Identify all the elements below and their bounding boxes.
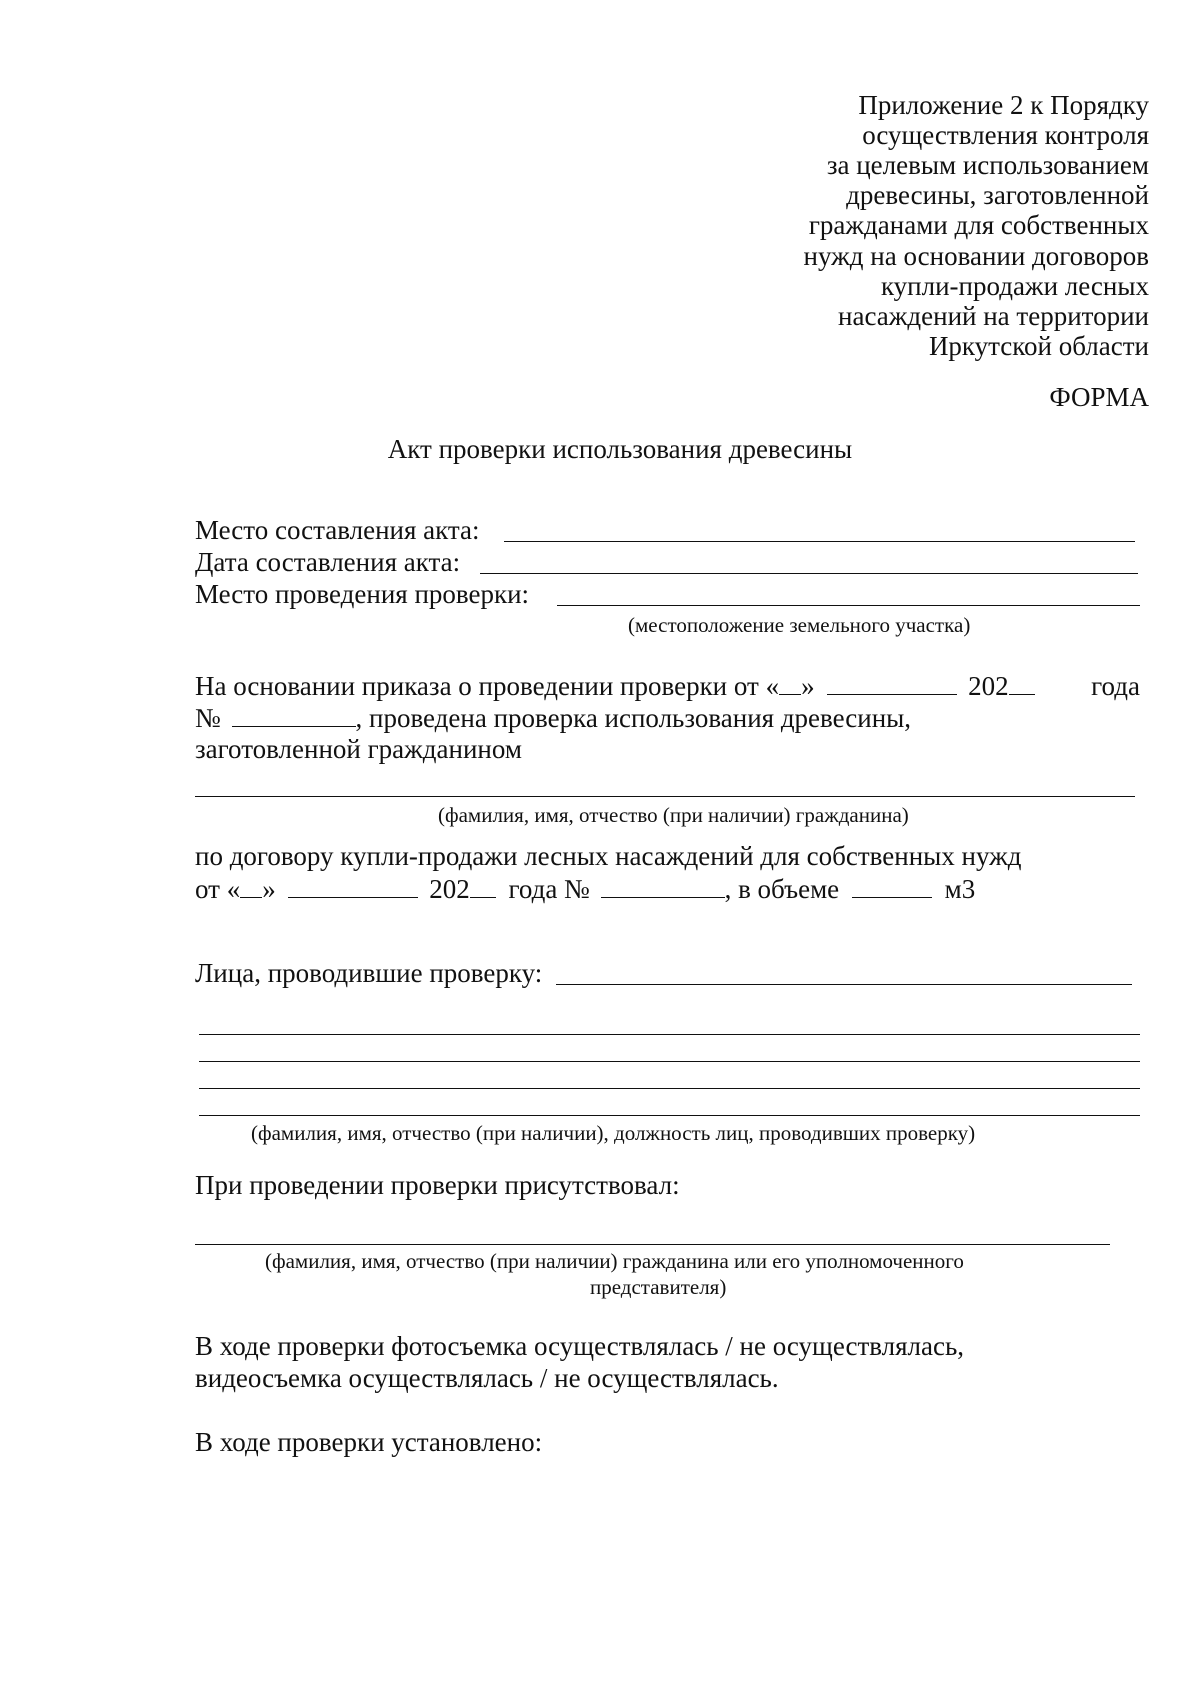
contract-text-d: года № — [508, 874, 590, 904]
appendix-line: насаждений на территории — [838, 301, 1149, 331]
inspectors-input-line[interactable] — [199, 1115, 1140, 1116]
date-label: Дата составления акта: — [195, 547, 461, 577]
inspectors-hint: (фамилия, имя, отчество (при наличии), должность лиц, проводивших проверку) — [251, 1121, 976, 1145]
inspectors-label: Лица, проводившие проверку: — [195, 958, 543, 988]
findings-label: В ходе проверки установлено: — [195, 1427, 543, 1457]
media-line-2: видеосъемка осуществлялась / не осуществлялась. — [195, 1363, 779, 1393]
appendix-line: за целевым использованием — [826, 150, 1149, 180]
appendix-line: Иркутской области — [928, 331, 1149, 361]
check-place-hint: (местоположение земельного участка) — [628, 613, 971, 637]
contract-line-2 — [195, 873, 975, 905]
present-hint-line-1: (фамилия, имя, отчество (при наличии) гражданина или его уполномоченного — [265, 1249, 964, 1273]
contract-year-blank[interactable] — [470, 875, 496, 898]
appendix-line: древесины, заготовленной — [846, 180, 1149, 210]
media-line-1: В ходе проверки фотосъемка осуществлялась / не осуществлялась, — [195, 1331, 965, 1361]
check-place-input-line[interactable] — [557, 605, 1140, 606]
order-text-b: » — [801, 671, 815, 701]
contract-number-blank[interactable] — [601, 875, 725, 898]
contract-line-1: по договору купли-продажи лесных насаждений для собственных нужд — [195, 841, 1022, 871]
place-input-line[interactable] — [504, 541, 1135, 542]
appendix-line: купли-продажи лесных — [880, 271, 1149, 301]
order-year-prefix: 202 — [968, 671, 1009, 701]
contract-text-b: » — [262, 874, 276, 904]
check-place-label: Место проведения проверки: — [195, 579, 530, 609]
order-number-blank[interactable] — [232, 704, 356, 727]
contract-day-blank[interactable] — [240, 875, 262, 898]
order-line-2 — [195, 702, 911, 734]
order-text-a: На основании приказа о проведении проверки от « — [195, 671, 780, 701]
place-label: Место составления акта: — [195, 515, 480, 545]
inspectors-input-line[interactable] — [199, 1034, 1140, 1035]
form-label: ФОРМА — [1049, 382, 1149, 412]
order-year-blank[interactable] — [1009, 672, 1035, 695]
inspectors-input-line[interactable] — [556, 984, 1132, 985]
present-hint-line-2: представителя) — [590, 1275, 727, 1299]
contract-volume-blank[interactable] — [852, 875, 932, 898]
present-label: При проведении проверки присутствовал: — [195, 1170, 680, 1200]
order-year-word: года — [1091, 671, 1140, 701]
appendix-line: нужд на основании договоров — [803, 241, 1149, 271]
order-line-3: заготовленной гражданином — [195, 734, 522, 764]
citizen-input-line[interactable] — [195, 796, 1135, 797]
contract-text-e: , в объеме — [724, 874, 840, 904]
order-day-blank[interactable] — [779, 672, 801, 695]
appendix-line: гражданами для собственных — [808, 210, 1149, 240]
order-text-c: , проведена проверка использования древесины, — [355, 703, 912, 733]
appendix-line: Приложение 2 к Порядку — [858, 90, 1149, 120]
citizen-hint: (фамилия, имя, отчество (при наличии) гражданина) — [438, 803, 909, 827]
order-line-1 — [195, 670, 1140, 702]
date-input-line[interactable] — [480, 573, 1138, 574]
contract-month-blank[interactable] — [288, 875, 418, 898]
contract-year-prefix: 202 — [429, 874, 470, 904]
contract-text-a: от « — [195, 874, 241, 904]
contract-unit: м3 — [944, 874, 976, 904]
inspectors-input-line[interactable] — [199, 1088, 1140, 1089]
document-title: Акт проверки использования древесины — [387, 434, 853, 464]
inspectors-input-line[interactable] — [199, 1061, 1140, 1062]
present-input-line[interactable] — [195, 1244, 1110, 1245]
appendix-line: осуществления контроля — [862, 120, 1149, 150]
order-month-blank[interactable] — [827, 672, 957, 695]
order-number-sign: № — [195, 703, 221, 733]
